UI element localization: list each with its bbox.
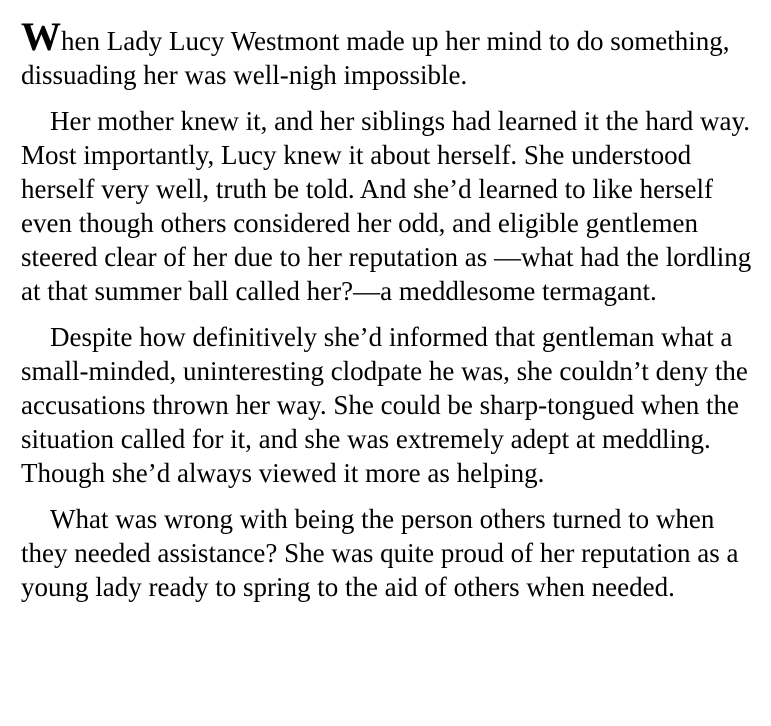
paragraph-1	[21, 14, 767, 92]
paragraph-3: Despite how definitively she’d informed that gentleman what a small-minded, uninteresting clodpate he was, she couldn’t deny the accusations thrown her way. She could be sharp-tongued when the situation called for it, and she was extremely adept at meddling. Though she’d always viewed it more as helping.	[21, 322, 748, 488]
paragraph-2: Her mother knew it, and her siblings had learned it the hard way. Most importantly, Lucy knew it about herself. She understood herself very well, truth be told. And she’d learned to like herself even though others considered her odd, and eligible gentlemen steered clear of her due to her reputation as —what had the lordling at that summer ball called her?—a meddlesome termagant.	[21, 106, 752, 306]
paragraph-4: What was wrong with being the person others turned to when they needed assistance? She was quite proud of her reputation as a young lady ready to spring to the aid of others when needed.	[21, 504, 739, 602]
paragraph-1-text: hen Lady Lucy Westmont made up her mind to do something, dissuading her was well-nigh impossible.	[21, 26, 730, 90]
drop-cap: W	[21, 14, 61, 59]
